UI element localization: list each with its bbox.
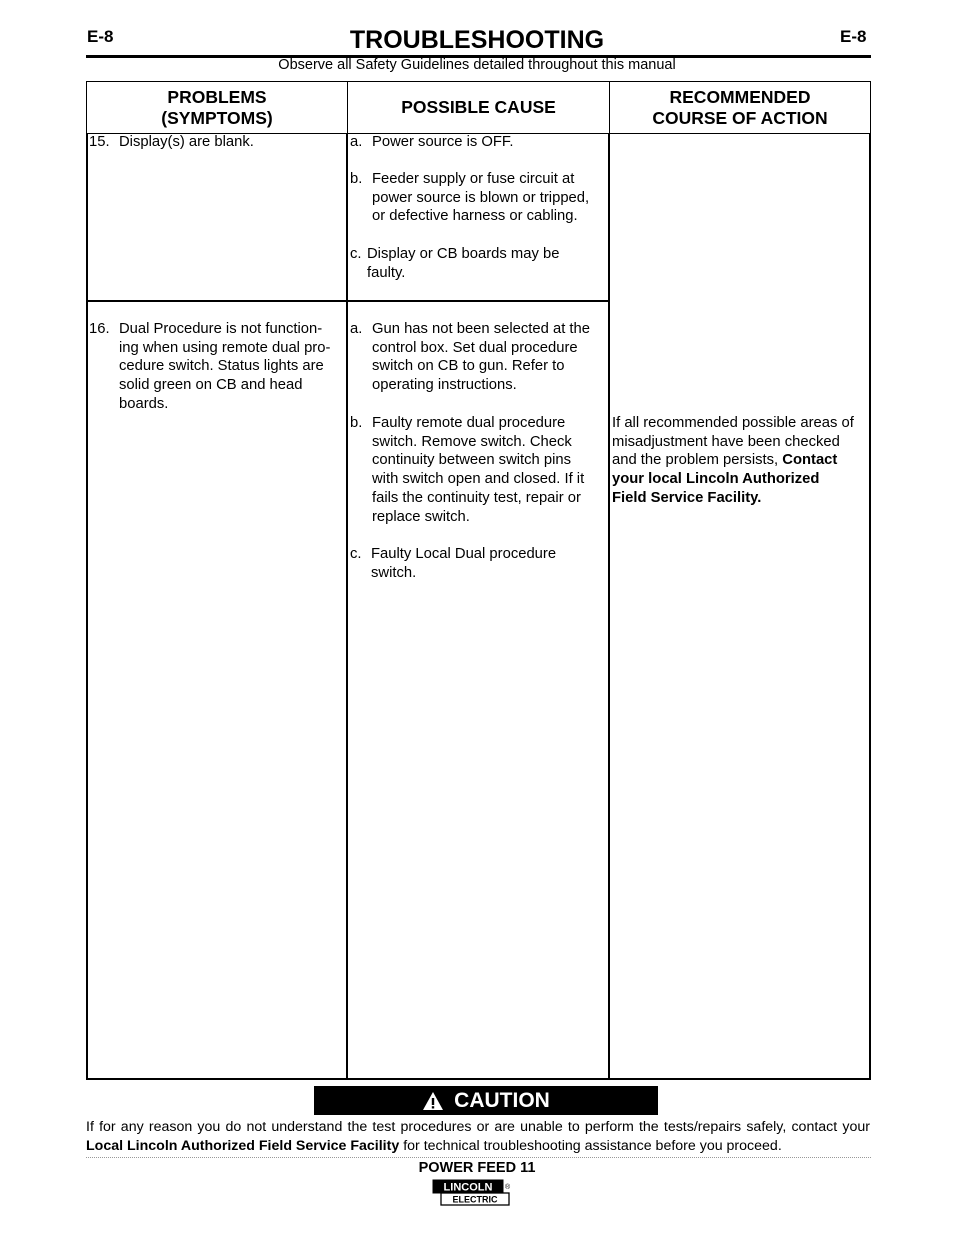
problem-line: ing when using remote dual pro- [119,339,331,356]
footer-divider [86,1157,871,1158]
recommended-line: your local Lincoln Authorized [612,471,820,488]
cause-line: fails the continuity test, repair or [372,489,581,506]
cause-line: switch. [371,564,417,581]
caution-text [86,1118,870,1156]
cause-label: b. [350,171,363,187]
table-border-left [86,133,88,1080]
cause-line: control box. Set dual procedure [372,339,578,356]
cause-line: faulty. [367,264,406,281]
recommended-contact: Contact [782,452,838,469]
cause-line: Gun has not been selected at the [372,321,591,337]
warning-icon [422,1091,444,1111]
column-header-problems-line1: PROBLEMS [167,86,267,107]
recommended-line: misadjustment have been checked [612,433,840,450]
logo-top-text: LINCOLN [443,1181,493,1194]
cause-label: a. [350,321,363,337]
logo-registered-mark: ® [505,1184,511,1191]
cause-label: c. [350,246,362,262]
cause-line: or defective harness or cabling. [372,208,578,225]
cause-line: Display or CB boards may be [367,246,560,262]
cause-line: power source is blown or tripped, [372,189,590,206]
cause-line: Power source is OFF. [372,134,514,150]
cause-line: Feeder supply or fuse circuit at [372,171,575,187]
table-divider-2 [608,133,610,1080]
caution-text-bold: Local Lincoln Authorized Field Service Facility [86,1138,400,1154]
lincoln-electric-logo [432,1179,512,1207]
recommended-line: If all recommended possible areas of [612,415,854,431]
column-header-problems [86,81,348,134]
caution-banner [314,1086,658,1115]
page-code-right: E-8 [840,27,867,46]
page-title: TROUBLESHOOTING [349,26,605,54]
footer-title: POWER FEED 11 [418,1160,536,1176]
cause-label: b. [350,415,363,431]
cause-label: c. [350,546,362,562]
row-separator [86,300,609,302]
table-divider-1 [346,133,348,1080]
column-header-action-line1: RECOMMENDED [669,86,811,107]
column-header-action [609,81,871,134]
cause-line: replace switch. [372,508,470,525]
problem-line: cedure switch. Status lights are [119,358,324,375]
problem-line: boards. [119,395,169,412]
problem-line: solid green on CB and head [119,377,303,394]
cause-line: Faulty Local Dual procedure [371,546,557,562]
problem-line: Dual Procedure is not function- [119,321,323,337]
table-border-right [869,133,871,1080]
cause-label: a. [350,134,363,150]
safety-note: Observe all Safety Guidelines detailed throughout this manual [278,57,676,73]
problem-line: Display(s) are blank. [119,134,254,150]
column-header-action-line2: COURSE OF ACTION [652,107,828,128]
cause-line: switch. Remove switch. Check [372,433,572,450]
cause-line: with switch open and closed. If it [372,471,585,488]
column-header-cause-line1: POSSIBLE CAUSE [401,97,556,117]
table-border-bottom [86,1078,871,1080]
recommended-action [612,414,870,508]
recommended-line [612,451,870,470]
cause-line: continuity between switch pins [372,452,572,469]
recommended-line: Field Service Facility. [612,489,762,506]
cause-line: switch on CB to gun. Refer to [372,358,565,375]
logo-bottom-text: ELECTRIC [452,1194,498,1205]
problem-number: 15. [89,134,110,150]
cause-line: Faulty remote dual procedure [372,415,566,431]
caution-text-part2: for technical troubleshooting assistance before you proceed. [399,1138,782,1154]
problem-number: 16. [89,321,110,337]
recommended-text: and the problem persists, [612,452,783,469]
page-code-left: E-8 [87,27,114,46]
caution-text-part1: If for any reason you do not understand the test procedures or are unable to perform the tests/repairs safely, contact your [86,1119,870,1135]
column-header-cause [347,81,610,134]
cause-line: operating instructions. [372,377,517,394]
caution-label: CAUTION [454,1088,550,1112]
column-header-problems-line2: (SYMPTOMS) [161,107,273,128]
